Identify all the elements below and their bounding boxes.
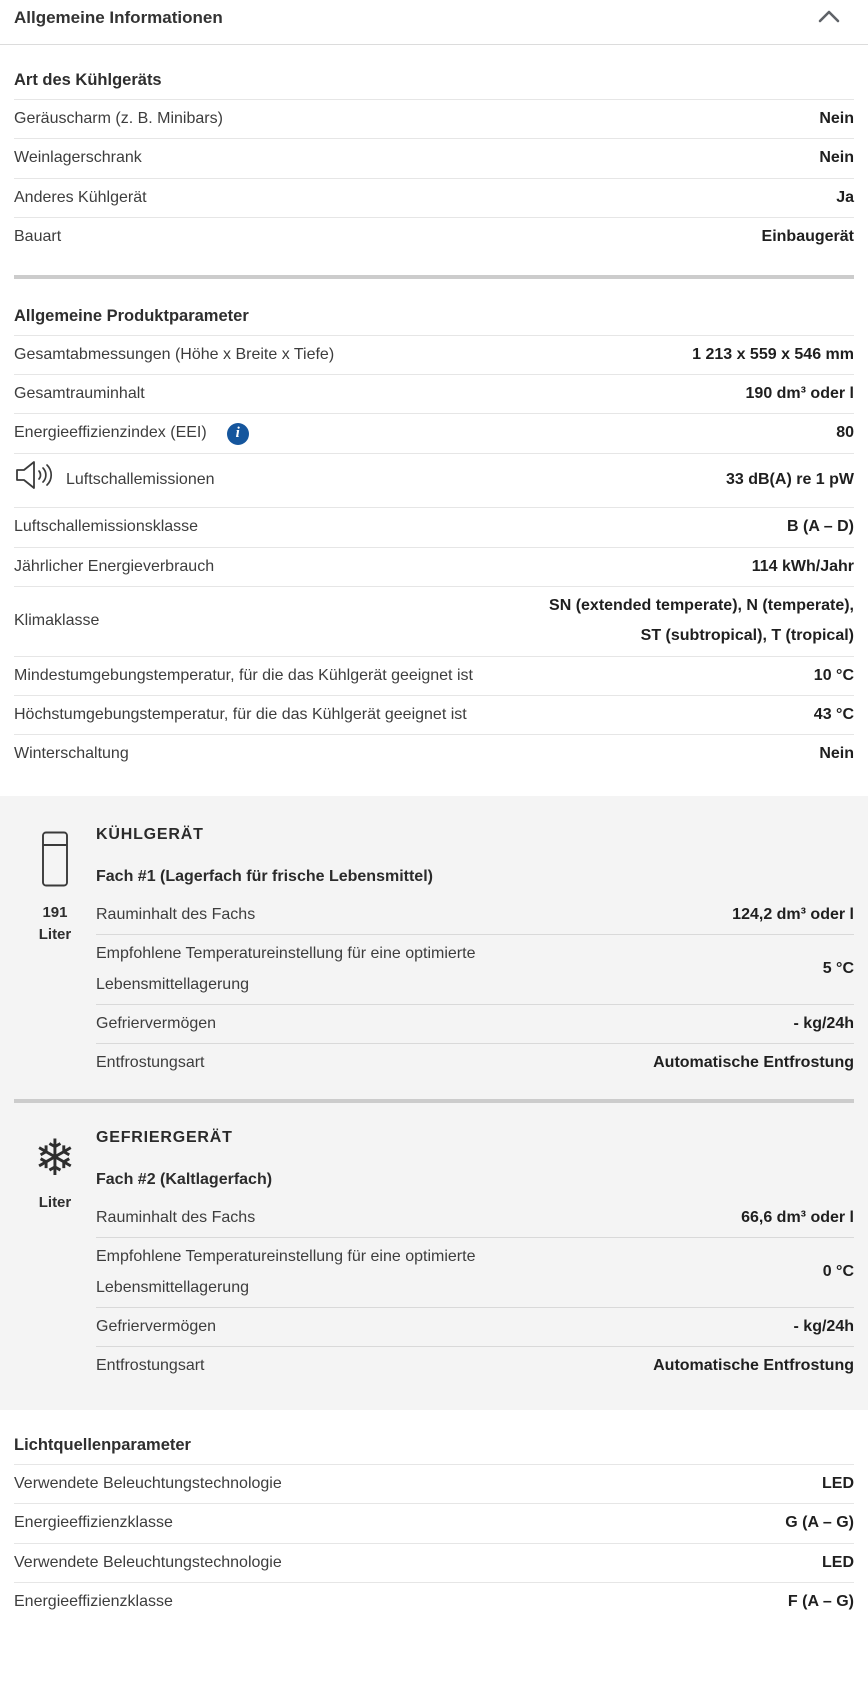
compartment-type-heading: KÜHLGERÄT xyxy=(96,825,204,843)
table-row xyxy=(14,179,854,218)
table-row xyxy=(96,1005,854,1044)
section-header xyxy=(0,0,868,45)
table-row xyxy=(14,1504,854,1543)
table-row xyxy=(14,508,854,547)
capacity-label xyxy=(39,902,72,946)
table-row xyxy=(14,139,854,178)
table-row xyxy=(96,935,854,1005)
row-label: Gefriervermögen xyxy=(96,1317,217,1335)
row-value: LED xyxy=(822,1553,854,1571)
row-value: 10 °C xyxy=(813,666,854,684)
capacity-unit: Liter xyxy=(38,925,72,943)
capacity-number: 191 xyxy=(42,903,68,921)
row-value: - kg/24h xyxy=(793,1317,854,1335)
table-row xyxy=(96,1308,854,1347)
row-label: Gesamtabmessungen (Höhe x Breite x Tiefe) xyxy=(14,345,335,363)
row-value: Automatische Entfrostung xyxy=(653,1054,854,1072)
row-value: B (A – D) xyxy=(787,518,854,536)
table-row xyxy=(96,1044,854,1082)
thick-divider xyxy=(14,1099,854,1103)
row-label: Höchstumgebungstemperatur, für die das Kühlgerät geeignet ist xyxy=(14,706,467,724)
row-label: Gesamtrauminhalt xyxy=(14,384,145,402)
row-value: 80 xyxy=(836,424,854,442)
row-label: Entfrostungsart xyxy=(96,1054,205,1072)
compartment-icon-column xyxy=(14,1119,96,1386)
row-value: 0 °C xyxy=(822,1263,854,1281)
table-row xyxy=(14,1465,854,1504)
row-label: Jährlicher Energieverbrauch xyxy=(14,557,215,575)
table-row xyxy=(96,1199,854,1238)
row-label: Luftschallemissionen xyxy=(66,471,215,489)
table-row xyxy=(14,218,854,256)
row-label: Gefriervermögen xyxy=(96,1015,217,1033)
chevron-up-icon xyxy=(818,11,840,26)
row-label: Anderes Kühlgerät xyxy=(14,188,147,206)
table-row xyxy=(14,336,854,375)
table-row xyxy=(14,696,854,735)
capacity-label xyxy=(39,1192,72,1214)
row-label-group xyxy=(14,418,249,448)
table-row xyxy=(14,1544,854,1583)
row-label: Entfrostungsart xyxy=(96,1357,205,1375)
table-row xyxy=(96,1238,854,1308)
compartment-content xyxy=(96,1119,854,1386)
table-row xyxy=(14,100,854,139)
row-label: Verwendete Beleuchtungstechnologie xyxy=(14,1474,282,1492)
table-row xyxy=(96,896,854,935)
row-value: 124,2 dm³ oder l xyxy=(732,905,854,923)
table-row xyxy=(14,454,854,508)
compartment-type-heading: GEFRIERGERÄT xyxy=(96,1128,233,1146)
row-label: Klimaklasse xyxy=(14,612,100,630)
row-value: - kg/24h xyxy=(793,1015,854,1033)
row-value: 33 dB(A) re 1 pW xyxy=(725,471,854,489)
row-value: G (A – G) xyxy=(785,1514,854,1532)
row-value: SN (extended temperate), N (temperate), ST (subtropical), T (tropical) xyxy=(549,596,854,645)
row-label: Weinlagerschrank xyxy=(14,149,142,167)
table-row xyxy=(14,1583,854,1621)
section-heading: Allgemeine Produktparameter xyxy=(14,281,854,336)
row-value: Einbaugerät xyxy=(761,228,854,246)
row-label: Rauminhalt des Fachs xyxy=(96,905,256,923)
row-value: 190 dm³ oder l xyxy=(745,384,854,402)
compartments-panel xyxy=(0,796,868,1410)
row-label: Winterschaltung xyxy=(14,745,129,763)
row-value: 66,6 dm³ oder l xyxy=(741,1208,854,1226)
row-value: F (A – G) xyxy=(787,1592,854,1610)
row-value: Automatische Entfrostung xyxy=(653,1357,854,1375)
row-value: LED xyxy=(822,1474,854,1492)
snowflake-icon: ❄ xyxy=(34,1128,76,1187)
table-row xyxy=(14,587,854,657)
spec-rows xyxy=(96,896,854,1083)
spec-rows xyxy=(14,336,854,774)
speaker-icon xyxy=(14,458,56,503)
compartment-content xyxy=(96,816,854,1083)
spec-rows xyxy=(14,1465,854,1622)
row-label: Energieeffizienzklasse xyxy=(14,1514,173,1532)
compartment-heading: Fach #2 (Kaltlagerfach) xyxy=(96,1170,273,1188)
compartment-card-kuehlgeraet xyxy=(14,816,854,1083)
compartment-card-gefriergeraet xyxy=(14,1119,854,1386)
row-label: Luftschallemissionsklasse xyxy=(14,518,199,536)
table-row xyxy=(14,735,854,773)
row-label-group xyxy=(14,458,215,503)
row-value: 5 °C xyxy=(822,960,854,978)
table-row xyxy=(14,657,854,696)
table-row xyxy=(14,414,854,453)
row-label: Geräuscharm (z. B. Minibars) xyxy=(14,110,223,127)
fridge-icon xyxy=(39,830,71,893)
row-label: Empfohlene Temperatureinstellung für eine optimierte Lebensmittellagerung xyxy=(96,1248,476,1296)
table-row xyxy=(14,548,854,587)
row-value: Nein xyxy=(819,110,854,127)
row-value: Nein xyxy=(819,745,854,763)
collapse-section-button[interactable] xyxy=(816,8,842,25)
compartment-heading: Fach #1 (Lagerfach für frische Lebensmittel) xyxy=(96,867,433,885)
capacity-unit: Liter xyxy=(38,1193,72,1211)
section-allgemeine-produktparameter xyxy=(0,281,868,774)
compartment-icon-column xyxy=(14,816,96,1083)
row-label: Mindestumgebungstemperatur, für die das Kühlgerät geeignet ist xyxy=(14,666,473,684)
page-title: Allgemeine Informationen xyxy=(14,8,223,27)
spec-rows xyxy=(96,1199,854,1386)
row-label: Verwendete Beleuchtungstechnologie xyxy=(14,1553,282,1571)
table-row xyxy=(14,375,854,414)
thick-divider xyxy=(14,275,854,279)
row-label: Bauart xyxy=(14,228,62,246)
section-lichtquellenparameter xyxy=(0,1410,868,1632)
row-value: 1 213 x 559 x 546 mm xyxy=(692,345,854,363)
section-heading: Lichtquellenparameter xyxy=(14,1410,854,1465)
section-art-des-kuehlgeraets xyxy=(0,45,868,279)
row-label: Empfohlene Temperatureinstellung für eine optimierte Lebensmittellagerung xyxy=(96,945,476,993)
row-label: Energieeffizienzindex (EEI) xyxy=(14,424,207,442)
row-label: Rauminhalt des Fachs xyxy=(96,1208,256,1226)
row-value: 114 kWh/Jahr xyxy=(751,557,854,575)
row-value: Ja xyxy=(836,188,854,206)
row-value: Nein xyxy=(819,149,854,167)
section-heading: Art des Kühlgeräts xyxy=(14,45,854,100)
spec-rows xyxy=(14,100,854,257)
info-icon[interactable]: i xyxy=(227,423,249,445)
table-row xyxy=(96,1347,854,1385)
row-value: 43 °C xyxy=(813,706,854,724)
row-label: Energieeffizienzklasse xyxy=(14,1592,173,1610)
